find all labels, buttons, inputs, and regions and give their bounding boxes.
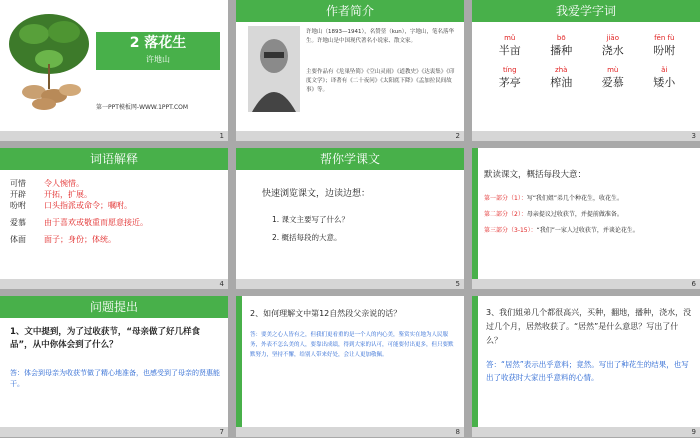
slide-thumbnail-6[interactable]	[472, 148, 700, 289]
part-summary: 写“我们姐”弟几个种花生，收花生。	[526, 195, 624, 202]
part-summary: 母亲提议过收获节，并提前做准备。	[526, 211, 623, 218]
side-accent-bar	[472, 148, 478, 279]
word-grid	[484, 34, 690, 90]
pinyin: mù	[607, 66, 619, 74]
side-accent-bar	[236, 296, 242, 427]
part-3	[484, 226, 696, 235]
slide-number: 4	[219, 280, 224, 288]
vocab-item	[536, 66, 588, 90]
slide-footer	[0, 279, 228, 289]
vocab-word: 榨油	[550, 76, 573, 89]
pinyin: fēn fù	[654, 34, 675, 42]
definition: 开拓，扩展。	[44, 190, 92, 199]
definition: 口头指派或命令；嘱咐。	[44, 201, 132, 210]
title-box	[96, 32, 220, 70]
vocab-word: 吩咐	[653, 44, 676, 57]
answer-text: 答：体会到母亲为收获节做了精心地准备，也感受到了母亲的贤惠能干。	[10, 369, 220, 388]
vocab-word: 浇水	[601, 44, 624, 57]
vocab-word: 矮小	[653, 76, 676, 89]
author-bio: 许地山（1893—1941），名赞堃（kun），字地山，笔名落华生。许地山是中国现代著名小说家、散文家。	[306, 29, 454, 44]
slide-header: 我爱学字词	[472, 0, 700, 22]
definition-row	[10, 200, 222, 211]
side-accent-bar	[472, 296, 478, 427]
question-text: 2、如何理解文中第12自然段父亲说的话？	[250, 309, 402, 318]
slide-footer	[0, 427, 228, 437]
template-url: 第一PPT模板网-WWW.1PPT.COM	[96, 104, 189, 111]
definition-row	[10, 178, 222, 189]
question-2: 2. 概括每段的大意。	[272, 233, 342, 242]
slide-thumbnail-4[interactable]	[0, 148, 228, 289]
part-1	[484, 194, 696, 203]
term: 体面	[10, 235, 26, 244]
slide-header: 词语解释	[0, 148, 228, 170]
slide-number: 3	[691, 132, 696, 140]
part-summary: “我们”一家人过收获节，并谈论花生。	[536, 227, 639, 234]
definition: 面子；身份；体统。	[44, 235, 116, 244]
vocab-item	[484, 34, 536, 58]
slide-thumbnail-7[interactable]	[0, 296, 228, 437]
vocab-word: 茅亭	[498, 76, 521, 89]
slide-footer	[472, 427, 700, 437]
slide-number: 5	[455, 280, 460, 288]
slide-thumbnail-3[interactable]	[472, 0, 700, 141]
slide-title: 2 落花生	[129, 35, 187, 51]
slide-number: 8	[455, 428, 460, 436]
slide-number: 2	[455, 132, 460, 140]
question-1: 1. 课文主要写了什么？	[272, 215, 350, 224]
definition-row	[10, 217, 222, 228]
slide-footer	[0, 131, 228, 141]
slide-footer	[472, 131, 700, 141]
slide-header: 问题提出	[0, 296, 228, 318]
slide-author: 许地山	[146, 55, 170, 64]
author-portrait-image	[248, 26, 300, 112]
slide-footer	[236, 427, 464, 437]
definition-row	[10, 189, 222, 200]
pinyin: mǔ	[504, 34, 516, 42]
peanut-plant-image	[4, 4, 94, 114]
term: 爱慕	[10, 218, 26, 227]
author-works: 主要作品有《危巢坠简》《空山灵雨》《道教史》《达衷集》《印度文学》；译著有《二十夜问》《太阳底下降》《孟加拉民间故事》等。	[306, 69, 455, 93]
vocab-item	[536, 34, 588, 58]
term: 吩咐	[10, 201, 26, 210]
slide-thumbnail-8[interactable]	[236, 296, 464, 437]
definition: 令人惋惜。	[44, 179, 84, 188]
slide-number: 1	[219, 132, 224, 140]
slide-header: 作者简介	[236, 0, 464, 22]
slide-footer	[472, 279, 700, 289]
slide-thumbnail-1[interactable]	[0, 0, 228, 141]
question-text: 3、我们姐弟几个都很高兴，买种，翻地，播种，浇水，没过几个月，居然收获了。“居然”是什么意思？写出了什么？	[486, 308, 692, 345]
summary-heading: 默读课文，概括每段大意：	[484, 170, 587, 180]
pinyin: tíng	[502, 66, 517, 74]
vocab-word: 半亩	[498, 44, 521, 57]
reading-heading: 快速浏览课文，边读边想：	[262, 189, 371, 199]
definition-row	[10, 234, 222, 245]
vocab-item	[587, 66, 639, 90]
slide-thumbnail-5[interactable]	[236, 148, 464, 289]
answer-text: 答：“居然”表示出乎意料；竟然。写出了种花生的结果，也写出了收获时大家出乎意料的心情。	[486, 360, 689, 382]
definition-list	[10, 178, 222, 245]
vocab-item	[484, 66, 536, 90]
pinyin: jiāo	[606, 34, 619, 42]
pinyin: ǎi	[661, 66, 668, 74]
question-text: 1、文中提到，为了过收获节，“母亲做了好几样食品”，从中你体会到了什么？	[10, 327, 201, 350]
slide-number: 7	[219, 428, 224, 436]
part-label: 第三部分（3-15）：	[484, 227, 537, 234]
vocab-item	[587, 34, 639, 58]
vocab-item	[639, 66, 691, 90]
slide-footer	[236, 279, 464, 289]
part-label: 第二部分（2）：	[484, 211, 527, 218]
answer-text: 答：要美之心人皆有之，但我们更看重的是一个人的内心美，鉴赏实在地为人民服务，外表不怎么美的人，要靠出成绩，得到大家的认可，可能要付出更多，但只要默默努力，坚持不懈，给别人带来好处，会让人更加敬佩。	[250, 332, 454, 358]
slide-thumbnail-9[interactable]	[472, 296, 700, 437]
part-2	[484, 210, 696, 219]
pinyin: zhà	[555, 66, 568, 74]
vocab-item	[639, 34, 691, 58]
term: 开辟	[10, 190, 26, 199]
slide-number: 9	[691, 428, 696, 436]
slide-footer	[236, 131, 464, 141]
term: 可惜	[10, 179, 26, 188]
vocab-word: 爱慕	[601, 76, 624, 89]
pinyin: bō	[556, 34, 566, 42]
part-label: 第一部分（1）：	[484, 195, 527, 202]
definition: 由于喜欢或敬重而愿意接近。	[44, 218, 148, 227]
slide-number: 6	[691, 280, 696, 288]
slide-header: 帮你学课文	[236, 148, 464, 170]
vocab-word: 播种	[550, 44, 573, 57]
slide-thumbnail-2[interactable]	[236, 0, 464, 141]
